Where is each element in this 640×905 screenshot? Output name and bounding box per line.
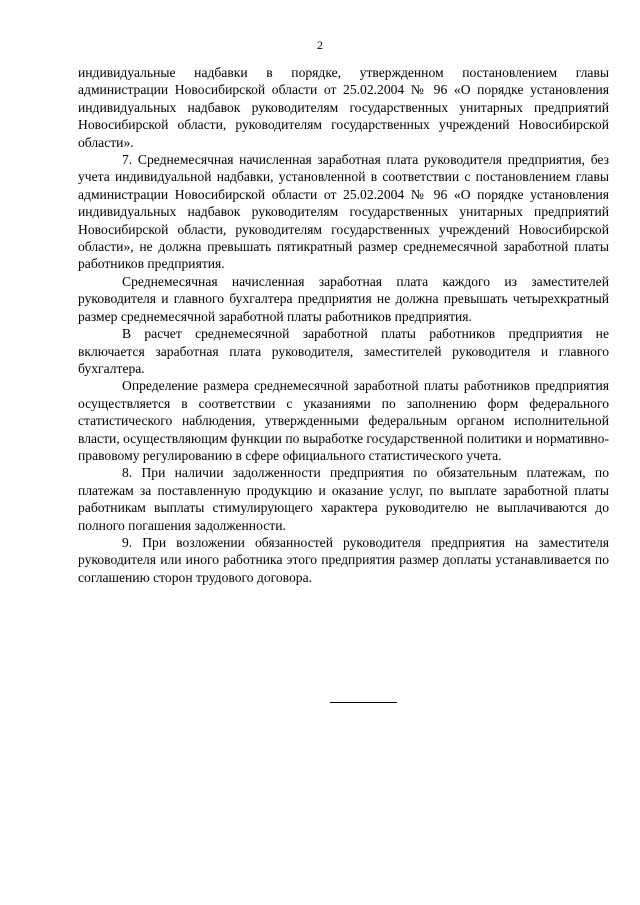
paragraph-salary-definition: Определение размера среднемесячной заработной платы работников предприятия осуществляется в соответствии с указаниями по заполнению форм федерального статистического наблюдения, утвержденными федеральным органом исполнительной власти, осуществляющим функции по выработке государственной политики и нормативно-правовому регулированию в сфере официального статистического учета. [78,378,609,463]
paragraph-deputies-salary: Среднемесячная начисленная заработная плата каждого из заместителей руководителя и главного бухгалтера предприятия не должна превышать четырехкратный размер среднемесячной заработной платы работников предприятия. [78,273,609,324]
paragraph-item-9: 9. При возложении обязанностей руководителя предприятия на заместителя руководителя или иного работника этого предприятия размер доплаты устанавливается по соглашению сторон трудового договора. [78,534,609,585]
end-of-document-rule [330,702,397,703]
page-number: 2 [317,38,323,52]
paragraph-continuation: индивидуальные надбавки в порядке, утвержденном постановлением главы администрации Новосибирской области от 25.02.2004 № 96 «О порядке установления индивидуальных надбавок руководителям государственных унитарных предприятий Новосибирской области, руководителям государственных учреждений Новосибирской области». [78,65,609,150]
paragraph-item-7: 7. Среднемесячная начисленная заработная плата руководителя предприятия, без учета индивидуальной надбавки, установленной в соответствии с постановлением главы администрации Новосибирской области от 25.02.2004 № 96 «О порядке установления индивидуальных надбавок руководителям государственных унитарных предприятий Новосибирской области, руководителям государственных учреждений Новосибирской области», не должна превышать пятикратный размер среднемесячной заработной платы работников предприятия. [78,152,609,272]
document-body [78,64,609,586]
paragraph-item-8: 8. При наличии задолженности предприятия по обязательным платежам, по платежам за поставленную продукцию и оказание услуг, по выплате заработной платы работникам выплаты стимулирующего характера руководителю не выплачиваются до полного погашения задолженности. [78,465,609,533]
paragraph-salary-calculation: В расчет среднемесячной заработной платы работников предприятия не включается заработная плата руководителя, заместителей руководителя и главного бухгалтера. [78,326,609,376]
